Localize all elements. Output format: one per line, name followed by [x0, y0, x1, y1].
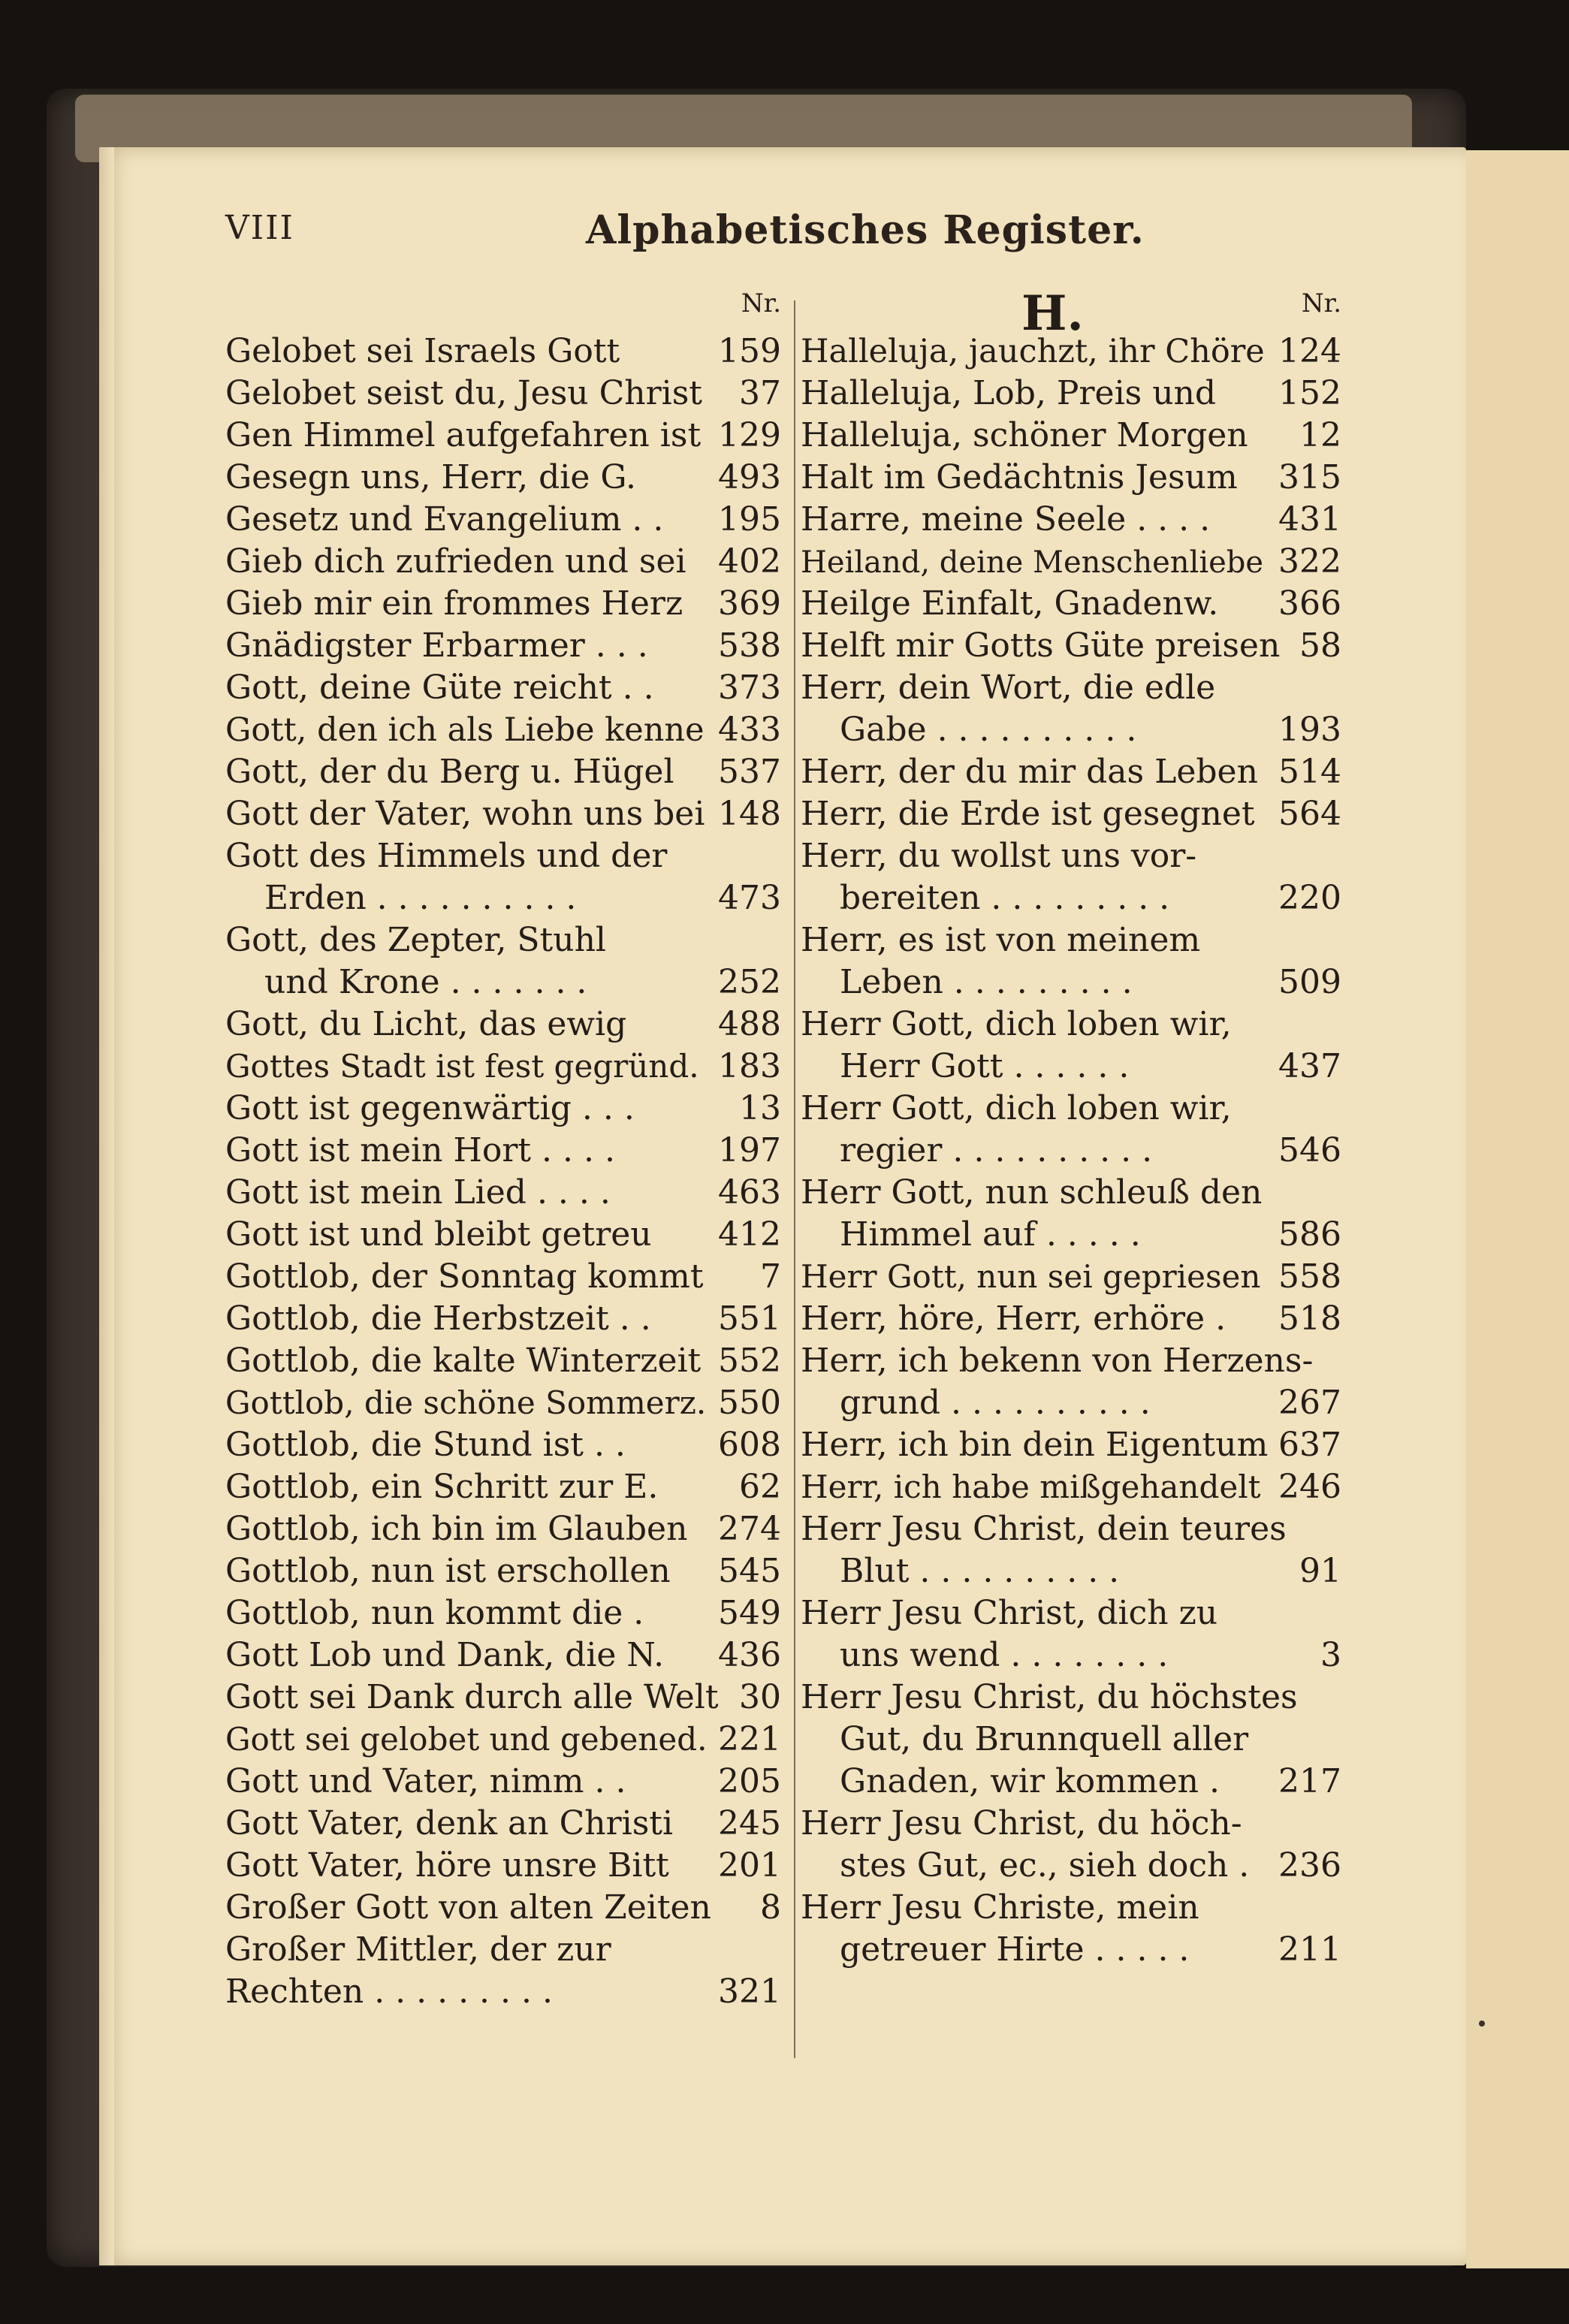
- entry-title: und Krone . . . . . . .: [264, 963, 587, 1001]
- entry-title: Großer Gott von alten Zeiten: [225, 1888, 711, 1927]
- entry-title: Herr, der du mir das Leben: [801, 753, 1258, 791]
- entry-title: Gelobet seist du, Jesu Christ: [225, 374, 702, 412]
- entry-title: Gesetz und Evangelium . .: [225, 500, 664, 539]
- entry-number: 148: [718, 795, 781, 833]
- index-entry: [225, 541, 781, 583]
- index-entry: [801, 373, 1341, 415]
- index-entry: [225, 709, 781, 751]
- entry-number: 211: [1278, 1930, 1341, 1969]
- page-gutter: [99, 147, 114, 2265]
- index-entry: [801, 709, 1341, 751]
- entry-title: Gott Vater, höre unsre Bitt: [225, 1846, 669, 1885]
- index-entry: [801, 1592, 1341, 1634]
- entry-title: Gottlob, nun ist erschollen: [225, 1552, 671, 1590]
- entry-title: Harre, meine Seele . . . .: [801, 500, 1211, 539]
- entry-number: 220: [1278, 879, 1341, 917]
- entry-number: 274: [718, 1510, 781, 1548]
- entry-number: 558: [1278, 1257, 1341, 1296]
- entry-title: Blut . . . . . . . . . .: [840, 1552, 1120, 1590]
- entry-title: Halleluja, jauchzt, ihr Chöre: [801, 333, 1265, 370]
- entry-title: Gott und Vater, nimm . .: [225, 1762, 626, 1800]
- entry-number: 13: [739, 1089, 781, 1127]
- index-entry: [225, 1172, 781, 1214]
- index-entry: [801, 793, 1341, 835]
- entry-title: Gesegn uns, Herr, die G.: [225, 458, 636, 496]
- index-entry: [225, 1256, 781, 1298]
- entry-number: 518: [1278, 1299, 1341, 1338]
- index-entry: [225, 1046, 781, 1088]
- entry-title: Gott, des Zepter, Stuhl: [225, 921, 606, 959]
- index-entry: [225, 1971, 781, 2013]
- entry-number: 58: [1299, 626, 1341, 665]
- entry-number: 437: [1278, 1047, 1341, 1085]
- index-entry: [225, 1508, 781, 1550]
- entry-title: Helft mir Gotts Güte preisen: [801, 626, 1281, 665]
- entry-title: Gen Himmel aufgefahren ist: [225, 416, 702, 454]
- entry-number: 3: [1320, 1636, 1341, 1674]
- index-entry: [225, 1466, 781, 1508]
- entry-title: Herr, höre, Herr, erhöre .: [801, 1299, 1227, 1338]
- entry-number: 473: [718, 879, 781, 917]
- entry-title: Gott Lob und Dank, die N.: [225, 1636, 665, 1674]
- entry-number: 431: [1278, 500, 1341, 539]
- index-entry: [225, 1130, 781, 1172]
- entry-title: Herr, ich habe mißgehandelt: [801, 1468, 1261, 1505]
- index-entry: [801, 1298, 1341, 1340]
- entry-title: Gott des Himmels und der: [225, 837, 668, 875]
- entry-number: 433: [718, 711, 781, 749]
- entry-title: Gott sei Dank durch alle Welt: [225, 1678, 719, 1716]
- entry-title: Gottes Stadt ist fest gegründ.: [225, 1048, 699, 1085]
- entry-title: Gott sei gelobet und gebened.: [225, 1721, 708, 1758]
- entry-title: Gott ist gegenwärtig . . .: [225, 1089, 635, 1127]
- index-entry: [225, 499, 781, 541]
- index-entry: [801, 541, 1341, 583]
- entry-title: Erden . . . . . . . . . .: [264, 879, 577, 917]
- entry-title: Gott ist mein Lied . . . .: [225, 1173, 611, 1212]
- entry-number: 221: [718, 1720, 781, 1758]
- index-entry: [225, 961, 781, 1004]
- index-entry: [801, 1004, 1341, 1046]
- index-entry: [801, 583, 1341, 625]
- entry-number: 12: [1299, 416, 1341, 454]
- entry-title: Gottlob, die kalte Winterzeit: [225, 1342, 702, 1380]
- entry-title: Gott ist und bleibt getreu: [225, 1215, 652, 1254]
- entry-title: Gabe . . . . . . . . . .: [840, 711, 1137, 749]
- entry-number: 183: [718, 1047, 781, 1085]
- entry-title: Herr Gott, nun schleuß den: [801, 1173, 1263, 1212]
- facing-page-edge: [1466, 150, 1569, 2268]
- index-entry: [225, 1719, 781, 1761]
- entry-title: grund . . . . . . . . . .: [840, 1384, 1151, 1422]
- entry-number: 205: [718, 1762, 781, 1800]
- index-entry: [801, 1130, 1341, 1172]
- index-entry: [225, 1382, 781, 1424]
- entry-title: Gieb mir ein frommes Herz: [225, 584, 683, 623]
- entry-title: Gottlob, nun kommt die .: [225, 1594, 644, 1632]
- entry-title: Gieb dich zufrieden und sei: [225, 542, 686, 581]
- index-entry: [801, 330, 1341, 373]
- entry-number: 193: [1278, 711, 1341, 749]
- index-entry: [225, 1929, 781, 1971]
- margin-dot: [1479, 2021, 1485, 2027]
- right-index-column: [801, 288, 1341, 1971]
- entry-title: Gott, deine Güte reicht . .: [225, 669, 654, 707]
- entry-number: 37: [739, 374, 781, 412]
- entry-number: 315: [1278, 458, 1341, 496]
- entry-title: Rechten . . . . . . . . .: [225, 1972, 553, 2011]
- index-entry: [225, 793, 781, 835]
- index-entry: [801, 1172, 1341, 1214]
- entry-number: 412: [718, 1215, 781, 1254]
- entry-title: Gottlob, ich bin im Glauben: [225, 1510, 688, 1548]
- entry-number: 551: [718, 1299, 781, 1338]
- column-divider: [794, 300, 795, 2058]
- index-entry: [225, 1004, 781, 1046]
- entry-title: Himmel auf . . . . .: [840, 1215, 1141, 1254]
- entry-title: bereiten . . . . . . . . .: [840, 879, 1170, 917]
- entry-title: regier . . . . . . . . . .: [840, 1131, 1153, 1170]
- entry-number: 436: [718, 1636, 781, 1674]
- entry-title: stes Gut, ec., sieh doch .: [840, 1846, 1250, 1885]
- index-entry: [801, 1424, 1341, 1466]
- index-entry: [801, 877, 1341, 919]
- entry-number: 402: [718, 542, 781, 581]
- page-number: VIII: [225, 209, 294, 247]
- entry-title: Gelobet sei Israels Gott: [225, 332, 620, 370]
- section-letter: H.: [1021, 285, 1084, 342]
- index-entry: [225, 1298, 781, 1340]
- entry-number: 152: [1278, 374, 1341, 412]
- index-entry: [225, 1845, 781, 1887]
- entry-title: Herr Jesu Christ, du höchstes: [801, 1678, 1298, 1716]
- index-entry: [801, 1214, 1341, 1256]
- index-entry: [801, 457, 1341, 499]
- index-entry: [801, 751, 1341, 793]
- entry-title: Heiland, deine Menschenliebe: [801, 545, 1264, 580]
- entry-number: 159: [718, 332, 781, 370]
- index-entry: [801, 1803, 1341, 1845]
- entry-title: Herr Jesu Christ, du höch-: [801, 1804, 1242, 1843]
- index-entry: [225, 1803, 781, 1845]
- entry-number: 608: [718, 1426, 781, 1464]
- entry-title: Gott Vater, denk an Christi: [225, 1804, 674, 1843]
- index-entry: [225, 330, 781, 373]
- index-entry: [225, 1634, 781, 1677]
- number-column-head: Nr.: [1301, 288, 1341, 318]
- index-entry: [225, 751, 781, 793]
- entry-number: 197: [718, 1131, 781, 1170]
- index-entry: [225, 667, 781, 709]
- entry-number: 252: [718, 963, 781, 1001]
- index-entry: [225, 1214, 781, 1256]
- entry-title: Leben . . . . . . . . .: [840, 963, 1133, 1001]
- index-entry: [801, 1508, 1341, 1550]
- entry-number: 537: [718, 753, 781, 791]
- entry-number: 195: [718, 500, 781, 539]
- index-entry: [801, 499, 1341, 541]
- index-entry: [801, 919, 1341, 961]
- entry-number: 514: [1278, 753, 1341, 791]
- entry-title: Gottlob, die Stund ist . .: [225, 1426, 626, 1464]
- entry-title: Gottlob, ein Schritt zur E.: [225, 1468, 659, 1506]
- index-entry: [801, 1046, 1341, 1088]
- entry-number: 267: [1278, 1384, 1341, 1422]
- entry-number: 217: [1278, 1762, 1341, 1800]
- index-entry: [801, 667, 1341, 709]
- entry-number: 62: [739, 1468, 781, 1506]
- index-entry: [801, 1634, 1341, 1677]
- index-entry: [225, 583, 781, 625]
- entry-title: Halleluja, Lob, Preis und: [801, 374, 1217, 412]
- left-entry-list: [225, 330, 781, 2013]
- index-entry: [225, 1592, 781, 1634]
- index-entry: [801, 1550, 1341, 1592]
- entry-title: Gott, den ich als Liebe kenne: [225, 711, 705, 749]
- entry-title: Herr Gott, dich loben wir,: [801, 1089, 1232, 1127]
- entry-number: 8: [760, 1888, 781, 1927]
- entry-title: Herr, ich bekenn von Herzens-: [801, 1342, 1314, 1380]
- entry-title: Herr Gott . . . . . .: [840, 1047, 1130, 1085]
- entry-title: Gut, du Brunnquell aller: [840, 1720, 1249, 1758]
- entry-number: 463: [718, 1173, 781, 1212]
- entry-title: Herr, dein Wort, die edle: [801, 669, 1216, 707]
- entry-title: Halt im Gedächtnis Jesum: [801, 458, 1238, 496]
- entry-title: Halleluja, schöner Morgen: [801, 416, 1248, 454]
- entry-title: Heilge Einfalt, Gnadenw.: [801, 584, 1219, 623]
- entry-number: 91: [1299, 1552, 1341, 1590]
- entry-title: Gnädigster Erbarmer . . .: [225, 626, 648, 665]
- entry-title: Gottlob, die Herbstzeit . .: [225, 1299, 651, 1338]
- entry-number: 201: [718, 1846, 781, 1885]
- left-index-column: [225, 288, 781, 2013]
- entry-title: Herr, es ist von meinem: [801, 921, 1201, 959]
- index-entry: [225, 415, 781, 457]
- index-entry: [801, 1382, 1341, 1424]
- index-entry: [225, 1088, 781, 1130]
- index-entry: [225, 835, 781, 877]
- index-entry: [801, 415, 1341, 457]
- entry-number: 564: [1278, 795, 1341, 833]
- entry-number: 509: [1278, 963, 1341, 1001]
- entry-number: 124: [1278, 332, 1341, 370]
- index-entry: [801, 835, 1341, 877]
- entry-number: 129: [718, 416, 781, 454]
- index-entry: [801, 1466, 1341, 1508]
- entry-title: getreuer Hirte . . . . .: [840, 1930, 1190, 1969]
- entry-title: Herr, du wollst uns vor-: [801, 837, 1197, 875]
- entry-title: Gottlob, der Sonntag kommt: [225, 1257, 704, 1296]
- index-entry: [801, 625, 1341, 667]
- entry-number: 236: [1278, 1846, 1341, 1885]
- index-entry: [225, 373, 781, 415]
- entry-number: 552: [718, 1342, 781, 1380]
- entry-number: 586: [1278, 1215, 1341, 1254]
- entry-title: Gott, du Licht, das ewig: [225, 1005, 627, 1043]
- entry-title: Großer Mittler, der zur: [225, 1930, 611, 1969]
- entry-title: Gottlob, die schöne Sommerz.: [225, 1384, 707, 1421]
- index-entry: [225, 919, 781, 961]
- right-entry-list: [801, 330, 1341, 1971]
- index-entry: [225, 1761, 781, 1803]
- entry-title: Gott, der du Berg u. Hügel: [225, 753, 674, 791]
- index-entry: [801, 1887, 1341, 1929]
- index-entry: [225, 877, 781, 919]
- index-entry: [801, 1761, 1341, 1803]
- entry-number: 488: [718, 1005, 781, 1043]
- entry-number: 550: [718, 1384, 781, 1422]
- entry-number: 493: [718, 458, 781, 496]
- index-entry: [801, 1929, 1341, 1971]
- index-entry: [225, 1340, 781, 1382]
- entry-title: Herr Gott, dich loben wir,: [801, 1005, 1232, 1043]
- entry-number: 245: [718, 1804, 781, 1843]
- entry-number: 369: [718, 584, 781, 623]
- number-column-head: Nr.: [741, 288, 781, 318]
- entry-title: Herr Jesu Christ, dich zu: [801, 1594, 1218, 1632]
- index-entry: [801, 1845, 1341, 1887]
- index-entry: [225, 625, 781, 667]
- index-entry: [225, 1424, 781, 1466]
- entry-number: 366: [1278, 584, 1341, 623]
- page-title: Alphabetisches Register.: [586, 207, 1145, 253]
- entry-number: 7: [760, 1257, 781, 1296]
- entry-title: Herr, ich bin dein Eigentum: [801, 1426, 1269, 1464]
- index-entry: [225, 1550, 781, 1592]
- index-entry: [801, 1088, 1341, 1130]
- index-entry: [225, 1887, 781, 1929]
- entry-title: Gnaden, wir kommen .: [840, 1762, 1220, 1800]
- entry-title: Gott ist mein Hort . . . .: [225, 1131, 615, 1170]
- entry-number: 549: [718, 1594, 781, 1632]
- entry-title: Herr Jesu Christe, mein: [801, 1888, 1199, 1927]
- entry-number: 373: [718, 669, 781, 707]
- entry-number: 321: [718, 1972, 781, 2011]
- entry-number: 637: [1278, 1426, 1341, 1464]
- entry-title: Herr Jesu Christ, dein teures: [801, 1510, 1287, 1548]
- entry-number: 30: [739, 1678, 781, 1716]
- index-entry: [225, 457, 781, 499]
- entry-title: Herr Gott, nun sei gepriesen: [801, 1258, 1261, 1295]
- index-entry: [801, 1256, 1341, 1298]
- index-entry: [801, 961, 1341, 1004]
- entry-number: 538: [718, 626, 781, 665]
- entry-title: Gott der Vater, wohn uns bei: [225, 795, 705, 833]
- entry-number: 546: [1278, 1131, 1341, 1170]
- index-entry: [801, 1677, 1341, 1719]
- entry-number: 545: [718, 1552, 781, 1590]
- index-entry: [801, 1340, 1341, 1382]
- index-entry: [801, 1719, 1341, 1761]
- entry-number: 246: [1278, 1468, 1341, 1506]
- entry-title: uns wend . . . . . . . .: [840, 1636, 1169, 1674]
- entry-number: 322: [1278, 542, 1341, 581]
- index-entry: [225, 1677, 781, 1719]
- entry-title: Herr, die Erde ist gesegnet: [801, 795, 1255, 833]
